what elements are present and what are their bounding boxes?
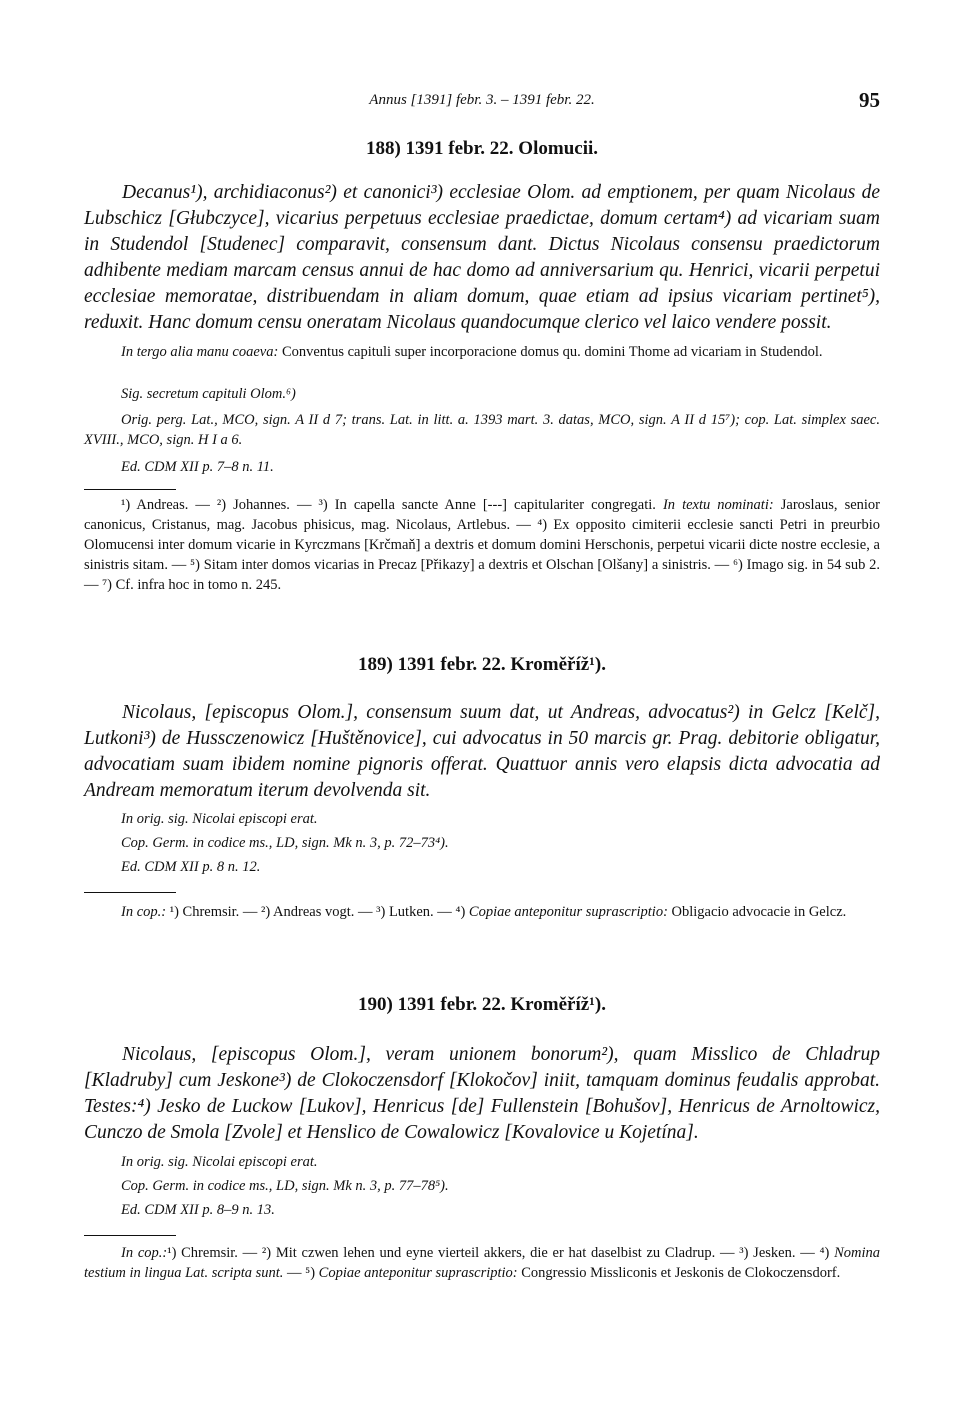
doc-189-footnotes: In cop.: ¹) Chremsir. — ²) Andreas vogt. — ³) Lutken. — ⁴) Copiae anteponitur suprascriptio: Obligacio advocacie in Gelcz. [121,904,847,920]
doc-188-regest: Decanus¹), archidiaconus²) et canonici³) ecclesiae Olom. ad emptionem, per quam Nicolaus de Lubschicz [Głubczyce], vicarius perpetuus ecclesiae praedictae, domum certam⁴) ad vicariam suam in Studendol [Studenec] comparavit, consensum dant. Dictus Nicolaus consensu praedictorum adhibente mediam marcam census annui de hac domo ad anniversarium qu. Henrici, vicarii perpetui ecclesiae memoratae, distribuendam in aliam domum, quae etiam ad ipsius vicariam pertinet⁵), reduxit. Hanc domum censu oneratam Nicolaus quandocumque clerico vel laico vendere possit. [84,182,880,333]
page-number: 95 [859,88,880,112]
doc-190-regest: Nicolaus, [episcopus Olom.], veram unionem bonorum²), quam Misslico de Chladrup [Kladruby] cum Jeskone³) de Clokoczensdorf [Klokočov] iniit, tamquam dominus feudalis approbat. Testes:⁴) Jesko de Luckow [Lukov], Henricus [de] Fullenstein [Bohušov], Henricus de Arnoltowicz, Cunczo de Smola [Zvole] et Henslico de Cowalowicz [Kovalovice u Kojetína]. [84,1044,880,1143]
doc-189-edition-note: Ed. CDM XII p. 8 n. 12. [121,859,261,875]
doc-190-edition-note: Ed. CDM XII p. 8–9 n. 13. [121,1202,275,1218]
doc-189-regest: Nicolaus, [episcopus Olom.], consensum suum dat, ut Andreas, advocatus²) in Gelcz [Kelč], Lutkoni³) de Hussczenowicz [Huštěnovice], cui advocatus in 50 marcis gr. Prag. debitorie obligatur, advocatiam suam ibidem nomine pignoris offerat. Quattuor annis vero elapsis dicta advocatia ad Andream memoratum iterum devolvenda sit. [84,702,880,801]
doc-188-orig-note: Orig. perg. Lat., MCO, sign. A II d 7; trans. Lat. in litt. a. 1393 mart. 3. datas, MCO, sign. A II d 15⁷); cop. Lat. simplex saec. XVIII., MCO, sign. H I a 6. [84,412,880,448]
doc-188-sig-note: Sig. secretum capituli Olom.⁶) [121,386,296,402]
doc-188-footnotes: ¹) Andreas. — ²) Johannes. — ³) In capella sancte Anne [---] capitulariter congregati. In textu nominati: Jaroslaus, senior canonicus, Cristanus, mag. Jacobus phisicus, mag. Nicolaus, Artlebus. — ⁴) Ex opposito cimiterii ecclesie sancti Petri in preurbio Olomucensi inter domum vicarie in Kyrczmans [Krčmaň] a dextris et domum domini Herschonis, perpetui vicarii dicte nostre ecclesie, a sinistris sitam. — ⁵) Sitam inter domos vicarias in Precaz [Přikazy] a dextris et Olschan [Olšany] a sinistris. — ⁶) Imago sig. in 54 sub 2. — ⁷) Cf. infra hoc in tomo n. 245. [84,497,880,593]
doc-189-copy-note: Cop. Germ. in codice ms., LD, sign. Mk n. 3, p. 72–73⁴). [121,835,449,851]
doc-190-footnotes: In cop.:¹) Chremsir. — ²) Mit czwen lehen und eyne vierteil akkers, die er hat daselbist zu Cladrup. — ³) Jesken. — ⁴) Nomina testium in lingua Lat. scripta sunt. — ⁵) Copiae anteponitur suprascriptio: Congressio Missliconis et Jeskonis de Clokoczensdorf. [84,1245,880,1281]
doc-189-sig-note: In orig. sig. Nicolai episcopi erat. [121,811,318,827]
footnote-separator [84,1235,176,1236]
doc-188-title: 188) 1391 febr. 22. Olomucii. [365,138,599,159]
footnote-separator [84,892,176,893]
doc-190-title: 190) 1391 febr. 22. Kroměříž¹). [358,994,606,1015]
running-head [84,90,880,112]
doc-190-copy-note: Cop. Germ. in codice ms., LD, sign. Mk n. 3, p. 77–78⁵). [121,1178,449,1194]
doc-188-edition-note: Ed. CDM XII p. 7–8 n. 11. [121,459,274,475]
doc-190-sig-note: In orig. sig. Nicolai episcopi erat. [121,1154,318,1170]
running-head-text: Annus [1391] febr. 3. – 1391 febr. 22. [369,92,595,108]
doc-188-tergo-note: In tergo alia manu coaeva: Conventus capituli super incorporacione domus qu. domini Thome ad vicariam in Studendol. [121,344,823,360]
doc-189-title: 189) 1391 febr. 22. Kroměříž¹). [358,654,606,675]
footnote-separator [84,489,176,490]
